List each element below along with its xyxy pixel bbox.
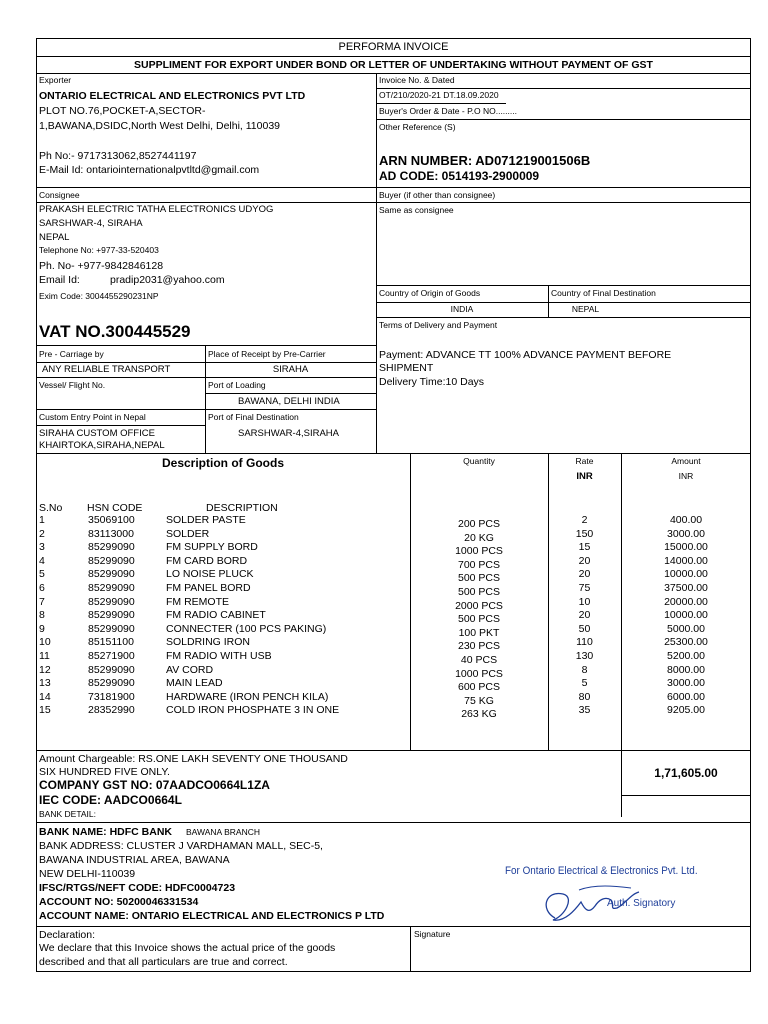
goods-header: Description of Goods: [161, 456, 284, 470]
cell-amount: 5000.00: [667, 622, 705, 635]
cell-qty: 100 PKT: [458, 626, 500, 639]
cell-amount: 10000.00: [664, 568, 708, 581]
page-subtitle: SUPPLIMENT FOR EXPORT UNDER BOND OR LETTER OF UNDERTAKING WITHOUT PAYMENT OF GST: [134, 59, 653, 71]
cell-hsn: 85299090: [88, 541, 135, 554]
cell-sno: 15: [39, 704, 51, 717]
cell-desc: FM RADIO WITH USB: [166, 650, 272, 662]
buyer-value: Same as consignee: [379, 205, 454, 215]
pre-carriage-label: Pre - Carriage by: [39, 349, 104, 359]
cell-amount: 37500.00: [664, 582, 708, 594]
cell-hsn: 85299090: [88, 554, 135, 567]
cell-rate: 35: [578, 704, 591, 717]
cell-rate: 20: [578, 609, 591, 622]
cell-desc: SOLDRING IRON: [166, 636, 251, 649]
cell-sno: 9: [39, 622, 45, 635]
cell-qty: 200 PCS: [457, 518, 501, 530]
cell-rate: 75: [578, 582, 591, 594]
cell-sno: 4: [39, 554, 45, 567]
buyer-label: Buyer (if other than consignee): [379, 190, 496, 200]
bank-name: BANK NAME: HDFC BANK: [39, 826, 172, 838]
cell-desc: AV CORD: [166, 663, 214, 676]
cell-rate: 130: [575, 650, 594, 662]
place-of-receipt-label: Place of Receipt by Pre-Carrier: [208, 349, 326, 359]
cell-qty: 500 PCS: [457, 572, 501, 585]
consignee-telephone: Telephone No: +977-33-520403: [39, 245, 159, 255]
consignee-exim-code: Exim Code: 3004455290231NP: [39, 291, 159, 301]
port-of-loading-label: Port of Loading: [208, 380, 266, 390]
cell-hsn: 85299090: [88, 677, 135, 690]
payment-terms-line1: Payment: ADVANCE TT 100% ADVANCE PAYMENT BEFORE: [379, 349, 672, 361]
cell-amount: 6000.00: [667, 690, 705, 703]
cell-hsn: 28352990: [88, 704, 135, 717]
exporter-name: ONTARIO ELECTRICAL AND ELECTRONICS PVT LTD: [39, 90, 306, 102]
exporter-address-line2: 1,BAWANA,DSIDC,North West Delhi, Delhi, 110039: [39, 120, 281, 132]
cell-sno: 10: [39, 636, 51, 649]
ad-code: AD CODE: 0514193-2900009: [379, 169, 540, 183]
consignee-address-line1: SARSHWAR-4, SIRAHA: [39, 218, 143, 229]
pre-carriage-value: ANY RELIABLE TRANSPORT: [42, 364, 171, 375]
cell-rate: 20: [578, 568, 591, 581]
amount-in-words-line2: SIX HUNDRED FIVE ONLY.: [39, 766, 170, 778]
cell-desc: HARDWARE (IRON PENCH KILA): [166, 690, 329, 703]
company-gst: COMPANY GST NO: 07AADCO0664L1ZA: [39, 778, 270, 792]
cell-qty: 20 KG: [464, 531, 494, 544]
table-row: [36, 663, 751, 680]
cell-hsn: 35069100: [88, 514, 135, 526]
buyers-order: Buyer's Order & Date - P.O NO.........: [379, 106, 517, 116]
cell-hsn: 85299090: [88, 595, 135, 608]
cell-hsn: 85151100: [88, 636, 134, 649]
cell-rate: 2: [581, 514, 588, 526]
cell-amount: 8000.00: [667, 663, 705, 676]
cell-qty: 500 PCS: [457, 586, 501, 598]
cell-sno: 1: [39, 514, 45, 526]
port-of-loading-value: BAWANA, DELHI INDIA: [238, 396, 340, 407]
table-row: [36, 595, 751, 612]
table-row: [36, 690, 751, 707]
cell-hsn: 85299090: [88, 622, 135, 635]
table-row: [36, 582, 751, 598]
exporter-phone: Ph No:- 9717313062,8527441197: [39, 150, 197, 162]
cell-desc: LO NOISE PLUCK: [166, 568, 254, 581]
cell-rate: 8: [581, 663, 588, 676]
final-port-value: SARSHWAR-4,SIRAHA: [238, 428, 339, 439]
auth-signatory: Auth. Signatory: [607, 898, 676, 909]
consignee-phone: Ph. No- +977-9842846128: [39, 260, 164, 272]
table-row: [36, 568, 751, 585]
amount-in-words-line1: Amount Chargeable: RS.ONE LAKH SEVENTY ONE THOUSAND: [39, 753, 348, 765]
cell-hsn: 85299090: [88, 582, 135, 594]
invoice-number: OT/210/2020-21 DT.18.09.2020: [379, 90, 499, 100]
cell-rate: 5: [581, 677, 588, 690]
consignee-address-line2: NEPAL: [39, 232, 70, 243]
cell-desc: FM SUPPLY BORD: [166, 541, 258, 554]
exporter-email: E-Mail Id: ontariointernationalpvtltd@gmail.com: [39, 164, 260, 176]
exporter-label: Exporter: [39, 75, 72, 85]
cell-amount: 10000.00: [664, 609, 708, 622]
bank-address-line1: BANK ADDRESS: CLUSTER J VARDHAMAN MALL, SEC-5,: [39, 840, 323, 852]
cell-rate: 15: [578, 541, 591, 554]
vessel-label: Vessel/ Flight No.: [39, 380, 106, 390]
cell-qty: 1000 PCS: [455, 667, 503, 680]
bank-branch: BAWANA BRANCH: [186, 827, 260, 837]
cell-hsn: 85299090: [88, 663, 135, 676]
exporter-address-line1: PLOT NO.76,POCKET-A,SECTOR-: [39, 105, 206, 117]
cell-qty: 1000 PCS: [455, 545, 503, 558]
cell-sno: 14: [39, 690, 51, 703]
cell-hsn: 83113000: [88, 527, 134, 540]
cell-amount: 15000.00: [664, 541, 708, 554]
delivery-time: Delivery Time:10 Days: [379, 376, 485, 388]
cell-desc: FM RADIO CABINET: [166, 609, 266, 622]
cell-sno: 11: [39, 650, 50, 662]
cell-sno: 7: [39, 595, 45, 608]
cell-amount: 3000.00: [667, 677, 705, 690]
cell-desc: FM REMOTE: [166, 595, 229, 608]
cell-qty: 700 PCS: [457, 558, 501, 571]
place-of-receipt-value: SIRAHA: [272, 364, 309, 375]
cell-desc: COLD IRON PHOSPHATE 3 IN ONE: [166, 704, 340, 717]
terms-label: Terms of Delivery and Payment: [379, 320, 498, 330]
invoice-number-label: Invoice No. & Dated: [379, 75, 455, 85]
cell-qty: 75 KG: [464, 694, 494, 707]
cell-amount: 400.00: [669, 514, 703, 526]
bank-address-line2: BAWANA INDUSTRIAL AREA, BAWANA: [39, 854, 230, 866]
cell-amount: 5200.00: [667, 650, 705, 662]
cell-desc: SOLDER: [166, 527, 210, 540]
declaration-label: Declaration:: [39, 929, 96, 941]
consignee-name: PRAKASH ELECTRIC TATHA ELECTRONICS UDYOG: [39, 204, 274, 215]
bank-address-line3: NEW DELHI-110039: [39, 868, 136, 880]
cell-qty: 600 PCS: [457, 681, 501, 694]
arn-number: ARN NUMBER: AD071219001506B: [379, 153, 591, 168]
signatory-company: For Ontario Electrical & Electronics Pvt. Ltd.: [505, 865, 698, 877]
col-sno-header: S.No: [39, 502, 63, 514]
cell-sno: 8: [39, 609, 45, 622]
cell-qty: 2000 PCS: [455, 599, 503, 612]
other-reference: Other Reference (S): [379, 122, 456, 132]
col-hsn-header: HSN CODE: [87, 502, 143, 514]
cell-amount: 14000.00: [664, 554, 708, 567]
page-title: PERFORMA INVOICE: [338, 41, 449, 53]
cell-desc: FM PANEL BORD: [166, 582, 251, 594]
goods-items: [36, 515, 751, 730]
table-row: [36, 541, 751, 558]
amount-unit: INR: [678, 471, 694, 481]
col-desc-header: DESCRIPTION: [206, 502, 278, 514]
quantity-header: Quantity: [463, 456, 495, 466]
cell-hsn: 85299090: [88, 568, 135, 581]
table-row: [36, 554, 751, 571]
cell-sno: 2: [39, 527, 45, 540]
cell-rate: 10: [578, 595, 591, 608]
custom-entry-label: Custom Entry Point in Nepal: [39, 412, 146, 422]
table-row: [36, 636, 751, 653]
cell-desc: MAIN LEAD: [166, 677, 223, 690]
cell-rate: 80: [578, 690, 591, 703]
cell-qty: 230 PCS: [457, 640, 501, 653]
cell-desc: FM CARD BORD: [166, 554, 248, 567]
cell-amount: 3000.00: [667, 527, 705, 540]
cell-amount: 9205.00: [667, 704, 705, 717]
declaration-line1: We declare that this Invoice shows the actual price of the goods: [39, 942, 336, 954]
destination-value: NEPAL: [571, 304, 600, 314]
cell-rate: 150: [575, 527, 594, 540]
account-name: ACCOUNT NAME: ONTARIO ELECTRICAL AND ELECTRONICS P LTD: [39, 910, 385, 922]
table-row: [36, 514, 751, 530]
amount-header: Amount: [671, 456, 701, 466]
table-row: [36, 622, 751, 639]
consignee-vat-number: VAT NO.300445529: [39, 322, 191, 341]
table-row: [36, 704, 751, 721]
consignee-email-label: Email Id:: [39, 274, 80, 286]
cell-rate: 110: [576, 636, 593, 649]
origin-label: Country of Origin of Goods: [379, 288, 481, 298]
origin-value: INDIA: [450, 304, 474, 314]
table-row: [36, 609, 751, 626]
cell-amount: 20000.00: [664, 595, 708, 608]
cell-qty: 263 KG: [461, 708, 497, 721]
bank-detail-label: BANK DETAIL:: [39, 809, 96, 819]
iec-code: IEC CODE: AADCO0664L: [39, 793, 182, 807]
cell-amount: 25300.00: [664, 636, 708, 649]
ifsc-code: IFSC/RTGS/NEFT CODE: HDFC0004723: [39, 882, 236, 894]
cell-hsn: 85271900: [88, 650, 135, 662]
table-row: [36, 650, 751, 666]
table-row: [36, 527, 751, 544]
rate-unit: INR: [576, 471, 593, 482]
cell-sno: 5: [39, 568, 45, 581]
cell-sno: 6: [39, 582, 45, 594]
cell-rate: 50: [578, 622, 591, 635]
cell-hsn: 73181900: [88, 690, 135, 703]
cell-qty: 500 PCS: [457, 613, 501, 626]
custom-entry-line2: KHAIRTOKA,SIRAHA,NEPAL: [39, 440, 165, 451]
cell-sno: 13: [39, 677, 51, 690]
account-number: ACCOUNT NO: 50200046331534: [39, 896, 199, 908]
declaration-line2: described and that all particulars are true and correct.: [39, 956, 288, 968]
cell-desc: CONNECTER (100 PCS PAKING): [166, 622, 327, 635]
rate-header: Rate: [575, 456, 594, 466]
cell-sno: 3: [39, 541, 45, 554]
signature-label: Signature: [414, 929, 451, 939]
payment-terms-line2: SHIPMENT: [379, 362, 434, 374]
cell-desc: SOLDER PASTE: [166, 514, 246, 526]
table-row: [36, 677, 751, 694]
cell-sno: 12: [39, 663, 51, 676]
grand-total: 1,71,605.00: [654, 766, 718, 780]
cell-hsn: 85299090: [88, 609, 135, 622]
final-port-label: Port of Final Destination: [208, 412, 299, 422]
consignee-label: Consignee: [39, 190, 80, 200]
cell-qty: 40 PCS: [460, 654, 498, 666]
consignee-email: pradip2031@yahoo.com: [110, 274, 225, 286]
custom-entry-line1: SIRAHA CUSTOM OFFICE: [39, 428, 155, 439]
cell-rate: 20: [578, 554, 591, 567]
destination-label: Country of Final Destination: [551, 288, 656, 298]
